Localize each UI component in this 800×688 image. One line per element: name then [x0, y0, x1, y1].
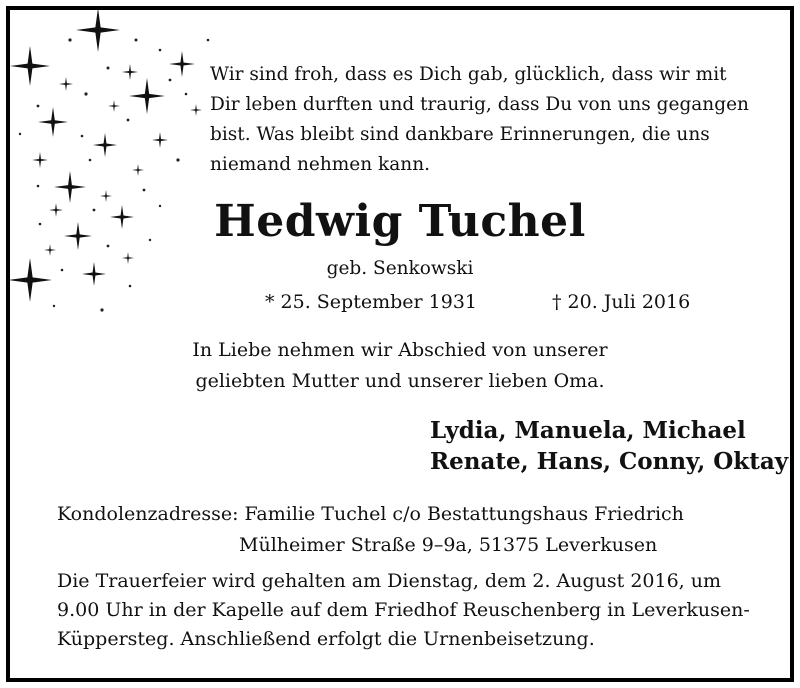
quote-line: Dir leben durften und traurig, dass Du von uns gegangen — [210, 94, 749, 115]
obituary-notice — [6, 6, 794, 682]
birth-name: geb. Senkowski — [326, 258, 474, 279]
deceased-name: Hedwig Tuchel — [214, 196, 586, 247]
farewell-line: geliebten Mutter und unserer lieben Oma. — [195, 370, 605, 392]
quote-line: bist. Was bleibt sind dankbare Erinnerungen, die uns — [210, 124, 710, 145]
service-line: Küppersteg. Anschließend erfolgt die Urnenbeisetzung. — [57, 628, 595, 650]
service-line: 9.00 Uhr in der Kapelle auf dem Friedhof Reuschenberg in Leverkusen- — [57, 599, 750, 621]
memorial-quote — [210, 60, 750, 180]
stars-icon — [10, 10, 210, 340]
mourners-line: Renate, Hans, Conny, Oktay — [430, 448, 789, 475]
quote-line: Wir sind froh, dass es Dich gab, glücklich, dass wir mit — [210, 64, 727, 85]
mourners-line: Lydia, Manuela, Michael — [430, 417, 746, 444]
condolence-address — [57, 499, 684, 561]
mourners-list — [430, 415, 788, 477]
address-line-1: Kondolenzadresse: Familie Tuchel c/o Bestattungshaus Friedrich — [57, 503, 684, 525]
service-line: Die Trauerfeier wird gehalten am Dienstag, dem 2. August 2016, um — [57, 570, 722, 592]
address-line-2: Mülheimer Straße 9–9a, 51375 Leverkusen — [239, 534, 658, 556]
farewell-line: In Liebe nehmen wir Abschied von unserer — [192, 339, 608, 361]
funeral-service-info — [57, 567, 750, 654]
birth-date: * 25. September 1931 — [265, 291, 477, 313]
quote-line: niemand nehmen kann. — [210, 154, 431, 175]
death-date: † 20. Juli 2016 — [552, 291, 691, 313]
farewell-text — [10, 335, 790, 397]
